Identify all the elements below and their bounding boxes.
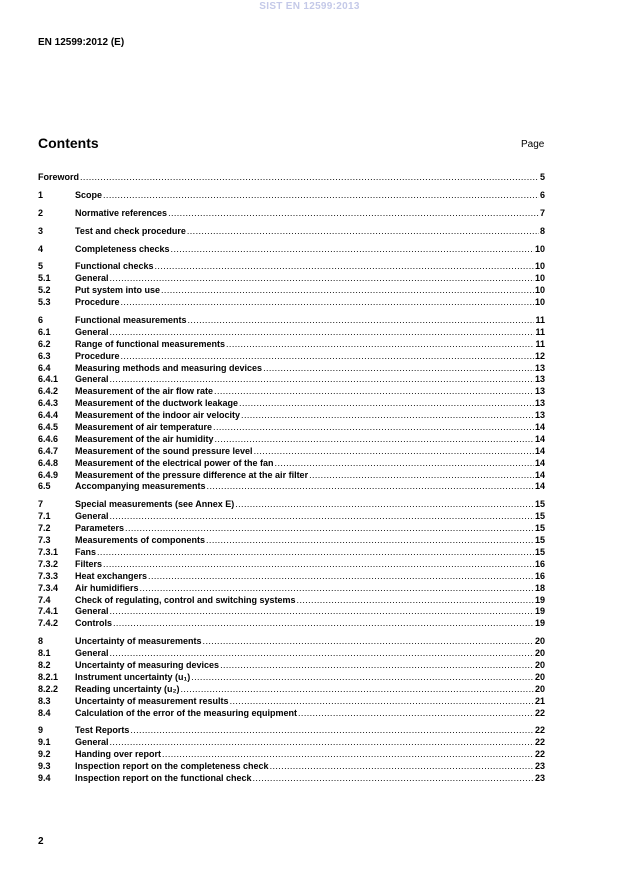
dot-leader (297, 595, 534, 607)
toc-entry[interactable] (38, 636, 545, 648)
toc-entry-title: Measurement of the electrical power of the fan (75, 457, 274, 468)
dot-leader (270, 761, 534, 773)
toc-entry-title: Handing over report (75, 749, 162, 760)
dot-leader (181, 684, 534, 696)
toc-entry-page: 14 (534, 469, 545, 480)
toc-entry[interactable] (38, 737, 545, 749)
toc-entry-page: 14 (534, 481, 545, 492)
toc-entry[interactable] (38, 725, 545, 737)
toc-section (38, 244, 545, 256)
toc-entry[interactable] (38, 374, 545, 386)
dot-leader (226, 339, 534, 351)
toc-section (38, 172, 545, 184)
toc-entry-title: Measurement of the air humidity (75, 433, 214, 444)
toc-entry-page: 22 (534, 749, 545, 760)
toc-entry-title: General (75, 374, 109, 385)
toc-entry-page: 10 (534, 273, 545, 284)
toc-section (38, 226, 545, 238)
toc-entry[interactable] (38, 410, 545, 422)
dot-leader (239, 398, 534, 410)
toc-entry-number: 8 (38, 636, 44, 647)
toc-entry-page: 7 (539, 207, 545, 218)
dot-leader (203, 636, 534, 648)
toc-entry[interactable] (38, 571, 545, 583)
toc-entry-page: 16 (534, 570, 545, 581)
toc-entry[interactable] (38, 696, 545, 708)
toc-entry-page: 13 (534, 410, 545, 421)
toc-entry-title: Uncertainty of measuring devices (75, 659, 220, 670)
toc-entry[interactable] (38, 285, 545, 297)
toc-entry-title: Special measurements (see Annex E) (75, 499, 235, 510)
toc-entry-page: 20 (534, 659, 545, 670)
dot-leader (103, 559, 534, 571)
toc-entry-number: 9.1 (38, 737, 51, 748)
toc-entry-number: 7.2 (38, 523, 51, 534)
toc-entry-number: 6.4.6 (38, 433, 59, 444)
dot-leader (215, 434, 534, 446)
dot-leader (161, 285, 534, 297)
dot-leader (103, 190, 539, 202)
toc-entry-number: 8.4 (38, 707, 51, 718)
toc-section (38, 315, 545, 493)
toc-entry-number: 8.1 (38, 648, 51, 659)
toc-entry-title: Check of regulating, control and switching systems (75, 594, 296, 605)
toc-entry-page: 13 (534, 362, 545, 373)
toc-entry[interactable] (38, 386, 545, 398)
toc-entry-number: 6.2 (38, 338, 51, 349)
dot-leader (110, 273, 534, 285)
toc-entry-number: 6.4.5 (38, 422, 59, 433)
toc-entry-page: 15 (534, 546, 545, 557)
toc-entry[interactable] (38, 618, 545, 630)
toc-section (38, 725, 545, 784)
toc-entry-page: 15 (534, 499, 545, 510)
toc-entry-number: 6 (38, 315, 44, 326)
toc-entry-title: Foreword (38, 172, 80, 182)
toc-entry-title: General (75, 511, 109, 522)
dot-leader (110, 648, 534, 660)
toc-entry[interactable] (38, 339, 545, 351)
dot-leader (148, 571, 534, 583)
toc-entry[interactable] (38, 458, 545, 470)
toc-section (38, 261, 545, 309)
toc-entry-page: 20 (534, 636, 545, 647)
toc-entry-title: Measurement of the indoor air velocity (75, 410, 241, 421)
dot-leader (213, 422, 534, 434)
dot-leader (188, 315, 535, 327)
toc-entry[interactable] (38, 261, 545, 273)
dot-leader (113, 618, 534, 630)
toc-entry-number: 1 (38, 189, 44, 200)
dot-leader (206, 535, 534, 547)
dot-leader (220, 660, 534, 672)
toc-entry-number: 6.4.7 (38, 445, 59, 456)
toc-entry[interactable] (38, 684, 545, 696)
dot-leader (263, 363, 534, 375)
toc-entry[interactable] (38, 351, 545, 363)
dot-leader (125, 523, 534, 535)
dot-leader (298, 708, 534, 720)
toc-entry-page: 22 (534, 725, 545, 736)
toc-entry-page: 14 (534, 422, 545, 433)
toc-entry-number: 8.2 (38, 659, 51, 670)
toc-entry-page: 15 (534, 523, 545, 534)
toc-entry[interactable] (38, 672, 545, 684)
toc-entry-page: 14 (534, 433, 545, 444)
toc-entry-title: Test Reports (75, 725, 130, 736)
toc-entry-number: 6.5 (38, 481, 51, 492)
toc-entry-number: 9.4 (38, 772, 51, 783)
toc-entry-title: Inspection report on the functional check (75, 772, 252, 783)
table-of-contents (38, 172, 545, 785)
toc-entry-title: Uncertainty of measurement results (75, 695, 229, 706)
toc-entry-number: 7.3.4 (38, 582, 59, 593)
toc-entry-title: Reading uncertainty (u₂) (75, 683, 180, 694)
toc-entry-title: Inspection report on the completeness check (75, 761, 269, 772)
toc-entry-page: 22 (534, 707, 545, 718)
dot-leader (130, 725, 534, 737)
toc-entry-page: 19 (534, 594, 545, 605)
toc-entry[interactable] (38, 761, 545, 773)
toc-entry[interactable] (38, 190, 545, 202)
toc-entry-number: 9.3 (38, 761, 51, 772)
toc-entry-number: 8.2.2 (38, 683, 59, 694)
toc-entry-page: 19 (534, 606, 545, 617)
toc-entry[interactable] (38, 583, 545, 595)
dot-leader (140, 583, 534, 595)
toc-entry-title: Measurement of air temperature (75, 422, 213, 433)
dot-leader (187, 226, 539, 238)
dot-leader (162, 749, 534, 761)
toc-entry-title: Air humidifiers (75, 582, 139, 593)
toc-entry-page: 18 (534, 582, 545, 593)
toc-entry-number: 5.3 (38, 297, 51, 308)
toc-entry-number: 5 (38, 261, 44, 272)
toc-entry[interactable] (38, 422, 545, 434)
toc-entry-number: 8.2.1 (38, 671, 59, 682)
toc-entry-page: 8 (539, 225, 545, 236)
toc-entry-number: 8.3 (38, 695, 51, 706)
toc-entry-title: Procedure (75, 297, 120, 308)
toc-entry-title: Parameters (75, 523, 125, 534)
dot-leader (235, 499, 534, 511)
toc-entry-page: 19 (534, 618, 545, 629)
dot-leader (168, 208, 539, 220)
dot-leader (121, 351, 534, 363)
toc-entry-title: Measurement of the ductwork leakage (75, 398, 239, 409)
toc-entry-number: 6.4 (38, 362, 51, 373)
toc-entry[interactable] (38, 226, 545, 238)
toc-entry-title: Calculation of the error of the measuring equipment (75, 707, 298, 718)
toc-entry[interactable] (38, 606, 545, 618)
dot-leader (230, 696, 534, 708)
toc-entry-number: 5.2 (38, 285, 51, 296)
toc-entry-page: 14 (534, 445, 545, 456)
toc-entry-number: 3 (38, 225, 44, 236)
dot-leader (155, 261, 534, 273)
toc-entry-title: Controls (75, 618, 112, 629)
toc-entry-page: 11 (535, 338, 545, 349)
dot-leader (110, 374, 534, 386)
toc-entry-page: 15 (534, 535, 545, 546)
toc-entry-page: 14 (534, 457, 545, 468)
toc-entry-page: 20 (534, 671, 545, 682)
toc-entry-title: Uncertainty of measurements (75, 636, 202, 647)
toc-entry-number: 7.3.1 (38, 546, 59, 557)
toc-entry-number: 7.4.2 (38, 618, 59, 629)
toc-entry[interactable] (38, 398, 545, 410)
toc-entry-number: 6.1 (38, 326, 51, 337)
toc-entry-number: 9 (38, 725, 44, 736)
toc-entry-page: 20 (534, 648, 545, 659)
dot-leader (110, 511, 534, 523)
toc-section (38, 208, 545, 220)
toc-section (38, 499, 545, 630)
document-id: EN 12599:2012 (E) (38, 37, 125, 48)
toc-entry-title: Instrument uncertainty (u₁) (75, 671, 191, 682)
toc-entry-page: 21 (534, 695, 545, 706)
toc-entry-number: 4 (38, 243, 44, 254)
toc-entry-number: 7.3.2 (38, 558, 59, 569)
toc-entry-page: 10 (534, 243, 545, 254)
toc-entry-number: 7.3.3 (38, 570, 59, 581)
toc-entry-page: 15 (534, 511, 545, 522)
toc-entry-title: Measurement of the pressure difference at the air filter (75, 469, 309, 480)
dot-leader (80, 172, 539, 184)
toc-entry[interactable] (38, 660, 545, 672)
dot-leader (207, 481, 534, 493)
toc-entry-page: 13 (534, 398, 545, 409)
toc-entry-title: Scope (75, 189, 103, 200)
toc-entry-title: Procedure (75, 350, 120, 361)
toc-entry-number: 6.4.9 (38, 469, 59, 480)
page-title: Contents (38, 135, 99, 151)
toc-entry[interactable] (38, 481, 545, 493)
toc-entry-number: 2 (38, 207, 44, 218)
toc-entry-page: 5 (539, 172, 545, 182)
toc-entry[interactable] (38, 363, 545, 375)
dot-leader (191, 672, 534, 684)
toc-entry-page: 11 (535, 315, 545, 326)
toc-entry-number: 6.4.1 (38, 374, 59, 385)
toc-entry-title: Accompanying measurements (75, 481, 206, 492)
toc-entry-number: 5.1 (38, 273, 51, 284)
toc-section (38, 190, 545, 202)
toc-entry-title: Filters (75, 558, 103, 569)
toc-entry[interactable] (38, 535, 545, 547)
toc-entry-title: Normative references (75, 207, 168, 218)
toc-entry-number: 6.4.2 (38, 386, 59, 397)
toc-entry-title: Test and check procedure (75, 225, 186, 236)
toc-entry-title: Heat exchangers (75, 570, 148, 581)
toc-entry-page: 6 (539, 189, 545, 200)
toc-entry[interactable] (38, 749, 545, 761)
toc-entry-title: General (75, 606, 109, 617)
toc-entry[interactable] (38, 559, 545, 571)
toc-entry-page: 20 (534, 683, 545, 694)
toc-entry-number: 9.2 (38, 749, 51, 760)
toc-entry-title: Measurement of the air flow rate (75, 386, 214, 397)
toc-entry-title: Measuring methods and measuring devices (75, 362, 263, 373)
toc-entry-page: 16 (534, 558, 545, 569)
dot-leader (97, 547, 534, 559)
toc-entry[interactable] (38, 511, 545, 523)
toc-entry-page: 12 (534, 350, 545, 361)
toc-entry-page: 22 (534, 737, 545, 748)
toc-entry-page: 10 (534, 261, 545, 272)
toc-entry[interactable] (38, 773, 545, 785)
toc-entry-title: General (75, 648, 109, 659)
dot-leader (253, 773, 534, 785)
toc-entry-title: Measurements of components (75, 535, 206, 546)
toc-entry[interactable] (38, 523, 545, 535)
toc-entry-page: 23 (534, 772, 545, 783)
dot-leader (171, 244, 534, 256)
toc-entry-page: 10 (534, 297, 545, 308)
dot-leader (214, 386, 534, 398)
toc-entry-number: 6.4.4 (38, 410, 59, 421)
toc-entry[interactable] (38, 547, 545, 559)
toc-entry-number: 7.3 (38, 535, 51, 546)
toc-section (38, 636, 545, 719)
dot-leader (275, 458, 534, 470)
toc-entry-title: Measurement of the sound pressure level (75, 445, 253, 456)
toc-entry[interactable] (38, 244, 545, 256)
toc-entry[interactable] (38, 273, 545, 285)
toc-entry[interactable] (38, 595, 545, 607)
dot-leader (309, 470, 534, 482)
toc-entry-page: 11 (535, 326, 545, 337)
toc-entry[interactable] (38, 297, 545, 309)
toc-entry[interactable] (38, 434, 545, 446)
toc-entry-page: 23 (534, 761, 545, 772)
toc-entry[interactable] (38, 499, 545, 511)
toc-entry-number: 6.3 (38, 350, 51, 361)
toc-entry[interactable] (38, 648, 545, 660)
page-number: 2 (38, 836, 44, 847)
toc-entry-title: General (75, 737, 109, 748)
toc-entry-title: Functional checks (75, 261, 154, 272)
dot-leader (110, 327, 535, 339)
toc-entry-number: 7.4.1 (38, 606, 59, 617)
toc-entry-number: 7.1 (38, 511, 51, 522)
toc-entry[interactable] (38, 327, 545, 339)
toc-entry-number: 6.4.3 (38, 398, 59, 409)
dot-leader (254, 446, 534, 458)
toc-entry[interactable] (38, 315, 545, 327)
toc-entry[interactable] (38, 446, 545, 458)
dot-leader (121, 297, 534, 309)
toc-entry-title: General (75, 273, 109, 284)
toc-entry-page: 13 (534, 386, 545, 397)
page-column-label: Page (521, 139, 545, 150)
toc-entry-title: Completeness checks (75, 243, 170, 254)
toc-entry-page: 13 (534, 374, 545, 385)
toc-entry-title: Range of functional measurements (75, 338, 226, 349)
dot-leader (110, 737, 534, 749)
toc-entry[interactable] (38, 470, 545, 482)
toc-entry[interactable] (38, 208, 545, 220)
watermark: SIST EN 12599:2013 (259, 1, 360, 12)
toc-entry[interactable] (38, 172, 545, 184)
dot-leader (110, 606, 534, 618)
toc-entry-title: Fans (75, 546, 97, 557)
dot-leader (241, 410, 534, 422)
toc-entry-title: Functional measurements (75, 315, 187, 326)
toc-entry-number: 7.4 (38, 594, 51, 605)
toc-entry-title: Put system into use (75, 285, 161, 296)
toc-entry-title: General (75, 326, 109, 337)
toc-entry-number: 7 (38, 499, 44, 510)
toc-entry-page: 10 (534, 285, 545, 296)
toc-entry[interactable] (38, 708, 545, 720)
toc-entry-number: 6.4.8 (38, 457, 59, 468)
